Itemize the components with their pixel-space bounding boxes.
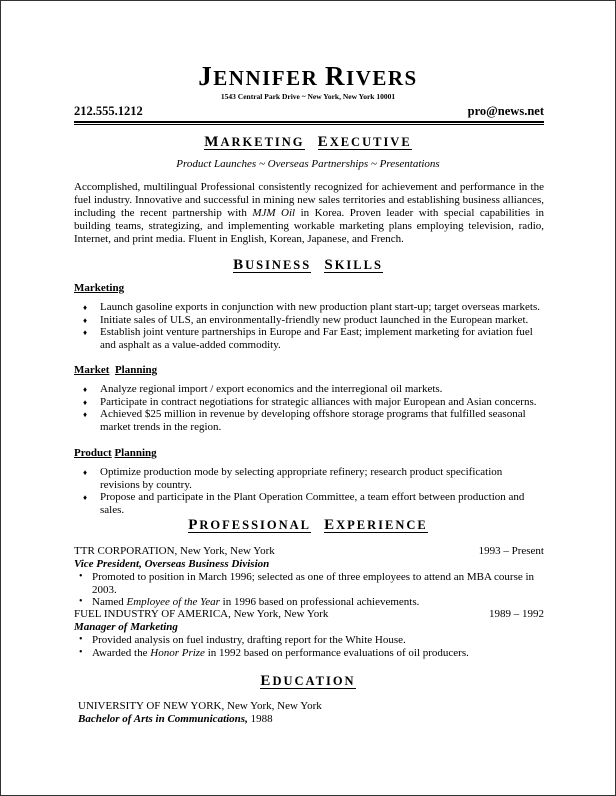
bullet-icon: • (79, 596, 83, 608)
list-item: • Awarded the Honor Prize in 1992 based on performance evaluations of oil producers. (79, 646, 469, 659)
phone-number: 212.555.1212 (74, 104, 143, 118)
heading-marketing-executive: MARKETING EXECUTIVE (204, 134, 412, 150)
job-dates: 1989 – 1992 (489, 608, 544, 620)
list-item: ♦ Analyze regional import / export economics and the interregional oil markets. (83, 383, 443, 395)
diamond-bullet-icon: ♦ (83, 410, 88, 420)
email-address: pro@news.net (467, 104, 544, 118)
professional-summary: Accomplished, multilingual Professional consistently recognized for achievement and performance in the fuel industry. Innovative and successful in mining new sales territories and establishing business alliances, including the recent partnership with MJM Oil in Korea. Proven leader with special capabilities in building teams, strategizing, and implementing workable marketing plans employing television, radio, Internet, and print media. Fluent in English, Korean, Japanese, and French. (74, 181, 545, 245)
heading-education: EDUCATION (260, 673, 356, 689)
subheading-market-planning: Market Planning (74, 364, 158, 376)
diamond-bullet-icon: ♦ (83, 303, 88, 312)
job-header-fuel-industry (74, 608, 544, 620)
list-item: ♦ Launch gasoline exports in conjunction with new production plant start-up; target overseas markets. (83, 301, 540, 313)
job-bullets-fuel-industry (74, 634, 544, 659)
job-dates: 1993 – Present (478, 545, 544, 557)
candidate-name: JENNIFER RIVERS (198, 61, 418, 91)
bullet-icon: • (79, 634, 83, 645)
list-item: ♦ Establish joint venture partnerships in Europe and Far East; implement marketing for aviation fuel and asphalt as a value-added commodity. (83, 326, 533, 351)
list-item: • Named Employee of the Year in 1996 based on professional achievements. (79, 596, 420, 609)
list-item: ♦ Optimize production mode by selecting appropriate refinery; research product specification revisions by country. (83, 466, 503, 491)
heading-professional-experience: PROFESSIONAL EXPERIENCE (188, 517, 428, 533)
list-item: ♦ Participate in contract negotiations for strategic alliances with major European and Asian concerns. (83, 395, 537, 408)
marketing-skill-list (74, 301, 544, 351)
bullet-icon: • (79, 646, 83, 658)
heading-business-skills: BUSINESS SKILLS (233, 257, 383, 273)
diamond-bullet-icon: ♦ (83, 397, 88, 407)
job-bullets-ttr (74, 571, 544, 609)
product-planning-list (74, 466, 544, 516)
tagline: Product Launches ~ Overseas Partnerships ~ Presentations (176, 158, 440, 170)
degree: Bachelor of Arts in Communications, 1988 (78, 713, 273, 725)
market-planning-list (74, 383, 544, 433)
list-item: ♦ Propose and participate in the Plant Operation Committee, a team effort between production and sales. (83, 491, 525, 516)
bullet-icon: • (79, 571, 83, 582)
list-item: ♦ Achieved $25 million in revenue by developing offshore storage programs that fulfilled seasonal market trends in the region. (83, 408, 526, 433)
diamond-bullet-icon: ♦ (83, 328, 88, 338)
contact-row (74, 104, 544, 123)
company-name: TTR CORPORATION, New York, New York (74, 545, 275, 557)
job-title: Manager of Marketing (74, 621, 178, 633)
list-item: • Provided analysis on fuel industry, drafting report for the White House. (79, 634, 406, 646)
diamond-bullet-icon: ♦ (83, 385, 88, 394)
job-header-ttr (74, 545, 544, 557)
subheading-marketing: Marketing (74, 282, 125, 294)
diamond-bullet-icon: ♦ (83, 493, 88, 503)
company-name: FUEL INDUSTRY OF AMERICA, New York, New York (74, 608, 329, 620)
job-title: Vice President, Overseas Business Division (74, 558, 270, 570)
candidate-address: 1543 Central Park Drive ~ New York, New York 10001 (220, 92, 396, 101)
list-item: • Promoted to position in March 1996; selected as one of three employees to attend an MBA course in 2003. (79, 571, 535, 596)
list-item: ♦ Initiate sales of ULS, an environmentally-friendly new product launched in the European market. (83, 313, 529, 326)
school-name: UNIVERSITY OF NEW YORK, New York, New York (78, 700, 322, 712)
diamond-bullet-icon: ♦ (83, 468, 88, 477)
diamond-bullet-icon: ♦ (83, 315, 88, 325)
subheading-product-planning: Product Planning (74, 447, 157, 459)
